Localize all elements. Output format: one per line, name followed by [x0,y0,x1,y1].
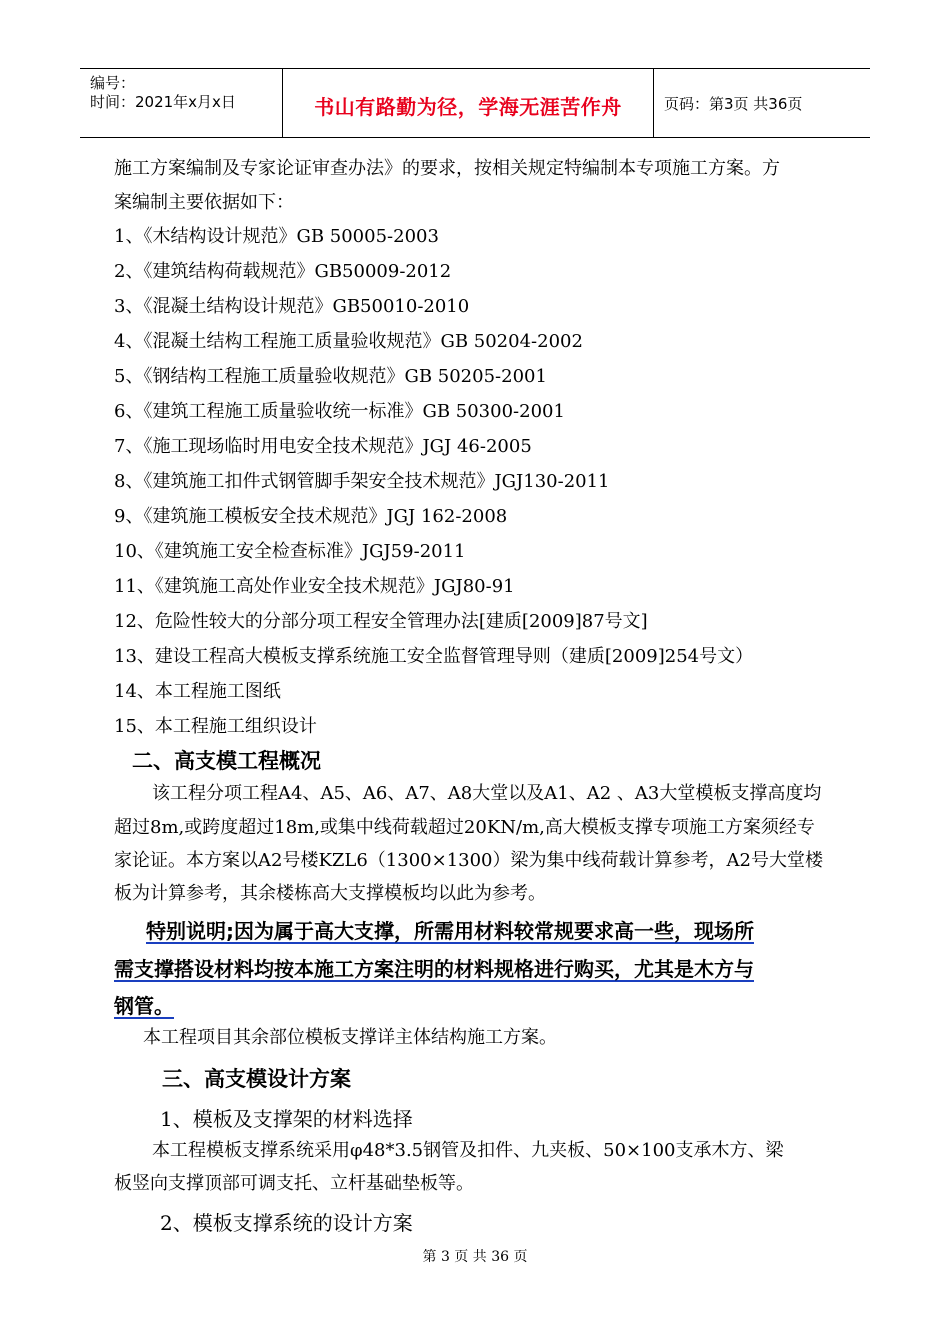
header-motto: 书山有路勤为径，学海无涯苦作舟 [314,95,622,119]
basis-item: 6、《建筑工程施工质量验收统一标准》GB 50300-2001 [114,401,565,422]
basis-item: 1、《木结构设计规范》GB 50005-2003 [114,226,439,247]
other-parts-note: 本工程项目其余部位模板支撑详主体结构施工方案。 [143,1027,557,1048]
header-number: 编号： [90,74,136,92]
overview-line-3: 家论证。本方案以A2号楼KZL6（1300×1300）梁为集中线荷载计算参考，A2号大堂楼 [114,850,823,871]
header-motto-cell [283,69,654,137]
special-note-line-3: 钢管。 [114,994,174,1018]
section-2-title: 二、高支模工程概况 [132,749,321,773]
header-meta-cell [80,69,283,137]
basis-item: 8、《建筑施工扣件式钢管脚手架安全技术规范》JGJ130-2011 [114,471,610,492]
overview-line-2: 超过8m,或跨度超过18m,或集中线荷载超过20KN/m,高大模板支撑专项施工方案须经专 [114,817,815,838]
section-3-title: 三、高支模设计方案 [162,1067,351,1091]
basis-item: 4、《混凝土结构工程施工质量验收规范》GB 50204-2002 [114,331,583,352]
page-header [80,68,870,138]
basis-item: 3、《混凝土结构设计规范》GB50010-2010 [114,296,470,317]
basis-item: 2、《建筑结构荷载规范》GB50009-2012 [114,261,452,282]
header-page-cell [654,69,870,137]
intro-line-2: 案编制主要依据如下： [114,192,294,213]
basis-item: 11、《建筑施工高处作业安全技术规范》JGJ80-91 [114,576,515,597]
header-page-info: 页码：第3页 共36页 [664,95,803,113]
overview-line-4: 板为计算参考，其余楼栋高大支撑模板均以此为参考。 [114,883,546,904]
page-footer: 第 3 页 共 36 页 [422,1249,528,1265]
special-note-line-1: 特别说明;因为属于高大支撑，所需用材料较常规要求高一些，现场所 [146,919,754,943]
basis-item: 12、危险性较大的分部分项工程安全管理办法[建质[2009]87号文] [114,611,648,632]
basis-item: 7、《施工现场临时用电安全技术规范》JGJ 46-2005 [114,436,532,457]
basis-item: 5、《钢结构工程施工质量验收规范》GB 50205-2001 [114,366,547,387]
basis-item: 13、建设工程高大模板支撑系统施工安全监督管理导则（建质[2009]254号文） [114,646,754,667]
overview-line-1: 该工程分项工程A4、A5、A6、A7、A8大堂以及A1、A2 、A3大堂模板支撑高度均 [152,783,822,804]
basis-item: 10、《建筑施工安全检查标准》JGJ59-2011 [114,541,466,562]
header-time: 时间：2021年x月x日 [90,93,236,111]
subsection-2-title: 2、模板支撑系统的设计方案 [160,1211,413,1235]
subsection-1-title: 1、模板及支撑架的材料选择 [160,1107,413,1131]
basis-item: 15、本工程施工组织设计 [114,716,317,737]
intro-line-1: 施工方案编制及专家论证审查办法》的要求，按相关规定特编制本专项施工方案。方 [114,158,780,179]
special-note-line-2: 需支撑搭设材料均按本施工方案注明的材料规格进行购买，尤其是木方与 [114,957,754,981]
materials-line-1: 本工程模板支撑系统采用φ48*3.5钢管及扣件、九夹板、50×100支承木方、梁 [152,1140,784,1161]
basis-item: 14、本工程施工图纸 [114,681,281,702]
basis-item: 9、《建筑施工模板安全技术规范》JGJ 162-2008 [114,506,508,527]
materials-line-2: 板竖向支撑顶部可调支托、立杆基础垫板等。 [114,1173,474,1194]
